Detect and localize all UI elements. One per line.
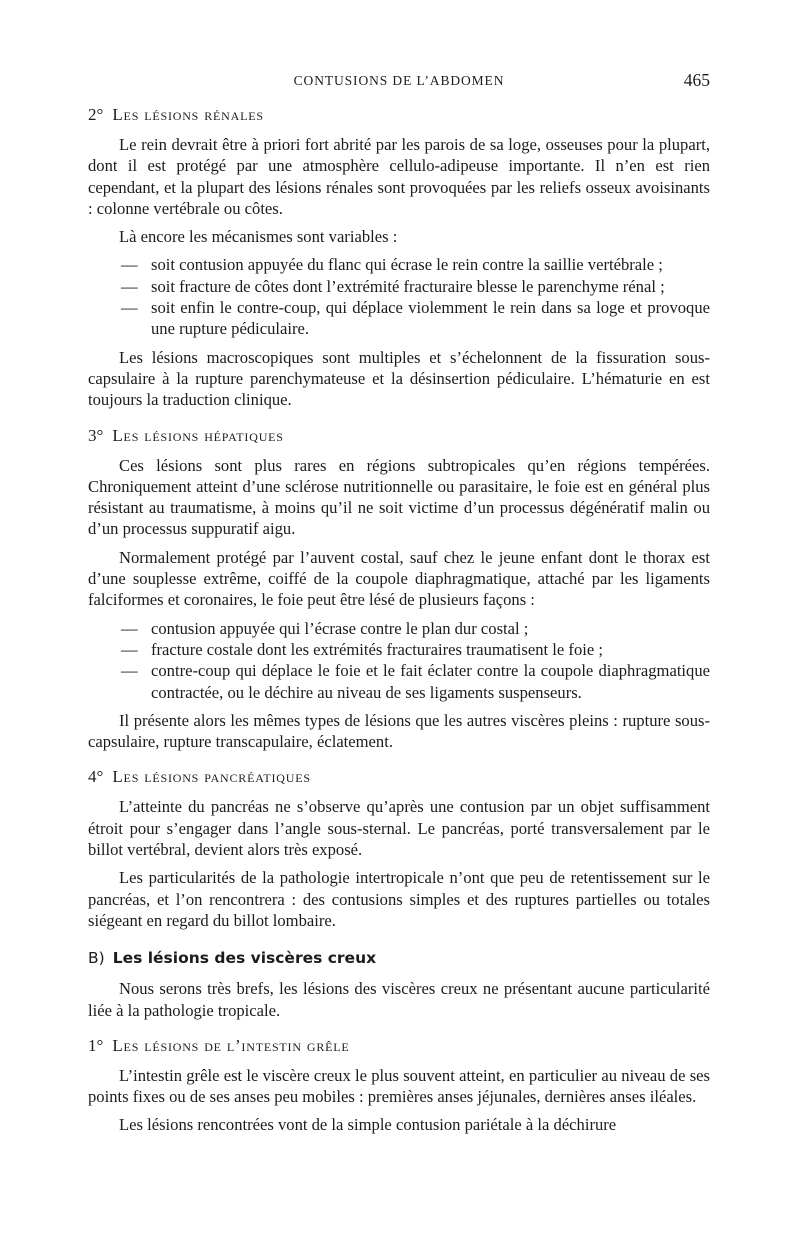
list-item: [88, 276, 710, 297]
dash-mark: —: [121, 618, 138, 638]
list-item-text: soit enfin le contre-coup, qui déplace violemment le rein dans sa loge et provoque une rupture pédiculaire.: [151, 298, 710, 339]
section-title: Les lésions rénales: [112, 105, 264, 124]
section-title: Les lésions de l’intestin grêle: [112, 1035, 350, 1055]
section-heading-pancreatiques: [88, 766, 710, 788]
list-item: [88, 618, 710, 639]
paragraph: Là encore les mécanismes sont variables :: [119, 227, 398, 247]
running-title: CONTUSIONS DE L’ABDOMEN: [293, 73, 505, 88]
list-item-text: soit contusion appuyée du flanc qui écrase le rein contre la saillie vertébrale ;: [151, 255, 663, 275]
paragraph: Nous serons très brefs, les lésions des viscères creux ne présentant aucune particularité liée à la pathologie tropicale.: [88, 979, 710, 1020]
list-item-text: fracture costale dont les extrémités fracturaires traumatisent le foie ;: [151, 639, 603, 659]
section-number: 1°: [88, 1035, 104, 1055]
paragraph: Le rein devrait être à priori fort abrité par les parois de sa loge, osseuses pour la plupart, dont il est protégé par une atmosphère cellulo-adipeuse importante. Il n’en est rien cependant, et la plupart des lésions rénales sont provoquées par les reliefs osseux avoisinants : colonne vertébrale ou côtes.: [88, 135, 710, 218]
page-body: [88, 104, 710, 1143]
chapter-heading-viscères-creux: [88, 947, 710, 969]
list-item-text: contusion appuyée qui l’écrase contre le plan dur costal ;: [151, 618, 529, 638]
section-number: 4°: [88, 767, 104, 787]
section-heading-renales: [88, 104, 710, 126]
list-item: [88, 660, 710, 703]
section-heading-intestin: [88, 1035, 710, 1057]
page-header: [88, 70, 710, 94]
dash-mark: —: [121, 639, 138, 659]
list-item-text: contre-coup qui déplace le foie et le fait éclater contre la coupole diaphragmatique contractée, ou le déchire au niveau de ses ligaments suspenseurs.: [151, 661, 710, 702]
section-heading-hepatiques: [88, 425, 710, 447]
dash-list-renales: [88, 254, 710, 339]
section-title: Les lésions pancréatiques: [112, 767, 311, 787]
chapter-letter: B): [88, 949, 105, 968]
list-item-text: soit fracture de côtes dont l’extrémité fracturaire blesse le parenchyme rénal ;: [151, 276, 665, 296]
paragraph: Il présente alors les mêmes types de lésions que les autres viscères pleins : rupture sous-capsulaire, rupture transcapulaire, éclatement.: [88, 710, 710, 752]
dash-list-hepatiques: [88, 618, 710, 703]
paragraph: L’atteinte du pancréas ne s’observe qu’après une contusion par un objet suffisamment étroit pour s’engager dans l’angle sous-sternal. Le pancréas, porté transversalement par le billot vertébral, devient alors très exposé.: [88, 797, 710, 860]
paragraph: L’intestin grêle est le viscère creux le plus souvent atteint, en particulier au niveau de ses points fixes ou de ses anses peu mobiles : premières anses jéjunales, dernières anses iléales.: [88, 1065, 710, 1107]
list-item: [88, 297, 710, 340]
dash-mark: —: [121, 255, 138, 275]
dash-mark: —: [121, 276, 138, 296]
list-item: [88, 639, 710, 660]
paragraph: Normalement protégé par l’auvent costal, sauf chez le jeune enfant dont le thorax est d’une souplesse extrême, coiffé de la coupole diaphragmatique, attaché par les ligaments falciformes et coronaires, le foie peut être lésé de plusieurs façons :: [88, 547, 710, 610]
section-number: 2°: [88, 105, 104, 124]
dash-mark: —: [121, 298, 138, 318]
list-item: [88, 254, 710, 275]
section-number: 3°: [88, 425, 104, 445]
page-number: 465: [683, 70, 710, 90]
chapter-title: Les lésions des viscères creux: [112, 949, 377, 968]
paragraph: Les lésions rencontrées vont de la simple contusion pariétale à la déchirure: [119, 1115, 617, 1135]
paragraph: Ces lésions sont plus rares en régions subtropicales qu’en régions tempérées. Chroniquement atteint d’une sclérose nutritionnelle ou parasitaire, le foie est en général plus résistant au traumatisme, à moins qu’il ne soit victime d’un processus dégénératif malin ou d’un processus suppuratif aigu.: [88, 455, 710, 539]
section-title: Les lésions hépatiques: [112, 425, 284, 445]
dash-mark: —: [121, 661, 138, 681]
paragraph: Les particularités de la pathologie intertropicale n’ont que peu de retentissement sur le pancréas, et l’on rencontrera : des contusions simples et des ruptures partielles ou totales siégeant en regard du billot lombaire.: [88, 868, 710, 930]
paragraph: Les lésions macroscopiques sont multiples et s’échelonnent de la fissuration sous-capsulaire à la rupture parenchymateuse et la désinsertion pédiculaire. L’hématurie en est toujours la traduction clinique.: [88, 347, 710, 410]
